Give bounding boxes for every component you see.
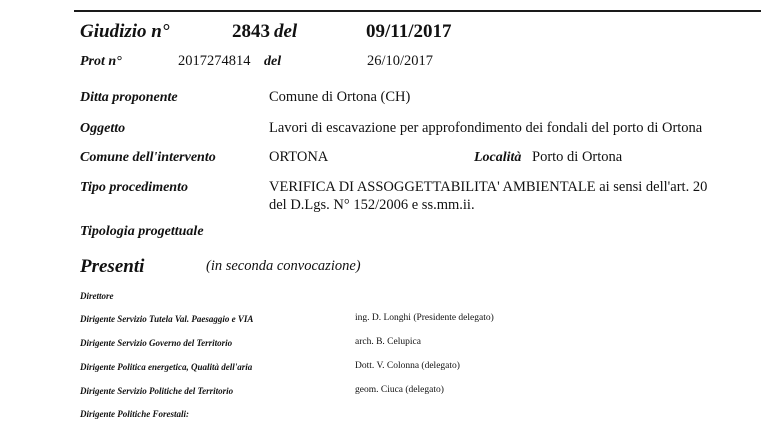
comune-label: Comune dell'intervento: [80, 150, 216, 165]
giudizio-del-label: del: [274, 21, 298, 42]
tipo-value-line1: VERIFICA DI ASSOGGETTABILITA' AMBIENTALE ai sensi dell'art. 20: [269, 179, 708, 195]
oggetto-value: Lavori di escavazione per approfondimento dei fondali del porto di Ortona: [269, 120, 703, 136]
tipologia-label: Tipologia progettuale: [80, 224, 204, 239]
presenti-role: Dirigente Politica energetica, Qualità dell'aria: [80, 362, 253, 372]
tipo-label: Tipo procedimento: [80, 180, 188, 195]
prot-date: 26/10/2017: [367, 53, 434, 69]
presenti-role: Dirigente Servizio Politiche del Territorio: [80, 386, 234, 396]
giudizio-number: 2843: [232, 21, 270, 42]
presenti-role: Dirigente Servizio Tutela Val. Paesaggio e VIA: [80, 314, 254, 324]
presenti-name: arch. B. Celupica: [355, 337, 421, 347]
prot-label: Prot n°: [80, 54, 122, 69]
oggetto-label: Oggetto: [80, 121, 126, 136]
presenti-note: (in seconda convocazione): [206, 258, 361, 274]
presenti-name: Dott. V. Colonna (delegato): [355, 361, 460, 371]
giudizio-date: 09/11/2017: [366, 21, 452, 42]
localita-label: Località: [474, 150, 522, 165]
presenti-role: Dirigente Politiche Forestali:: [80, 409, 189, 419]
presenti-role: Dirigente Servizio Governo del Territorio: [80, 338, 233, 348]
presenti-title: Presenti: [80, 256, 145, 277]
localita-value: Porto di Ortona: [532, 149, 623, 165]
giudizio-label: Giudizio n°: [80, 21, 170, 42]
presenti-role: Direttore: [80, 291, 114, 301]
presenti-name: geom. Ciuca (delegato): [355, 385, 444, 395]
presenti-name: ing. D. Longhi (Presidente delegato): [355, 313, 494, 323]
ditta-value: Comune di Ortona (CH): [269, 89, 411, 105]
comune-value: ORTONA: [269, 149, 329, 165]
tipo-value-line2: del D.Lgs. N° 152/2006 e ss.mm.ii.: [269, 197, 475, 213]
prot-number: 2017274814: [178, 53, 251, 69]
ditta-label: Ditta proponente: [80, 90, 178, 105]
prot-del-label: del: [264, 54, 282, 69]
top-rule: [74, 10, 761, 12]
